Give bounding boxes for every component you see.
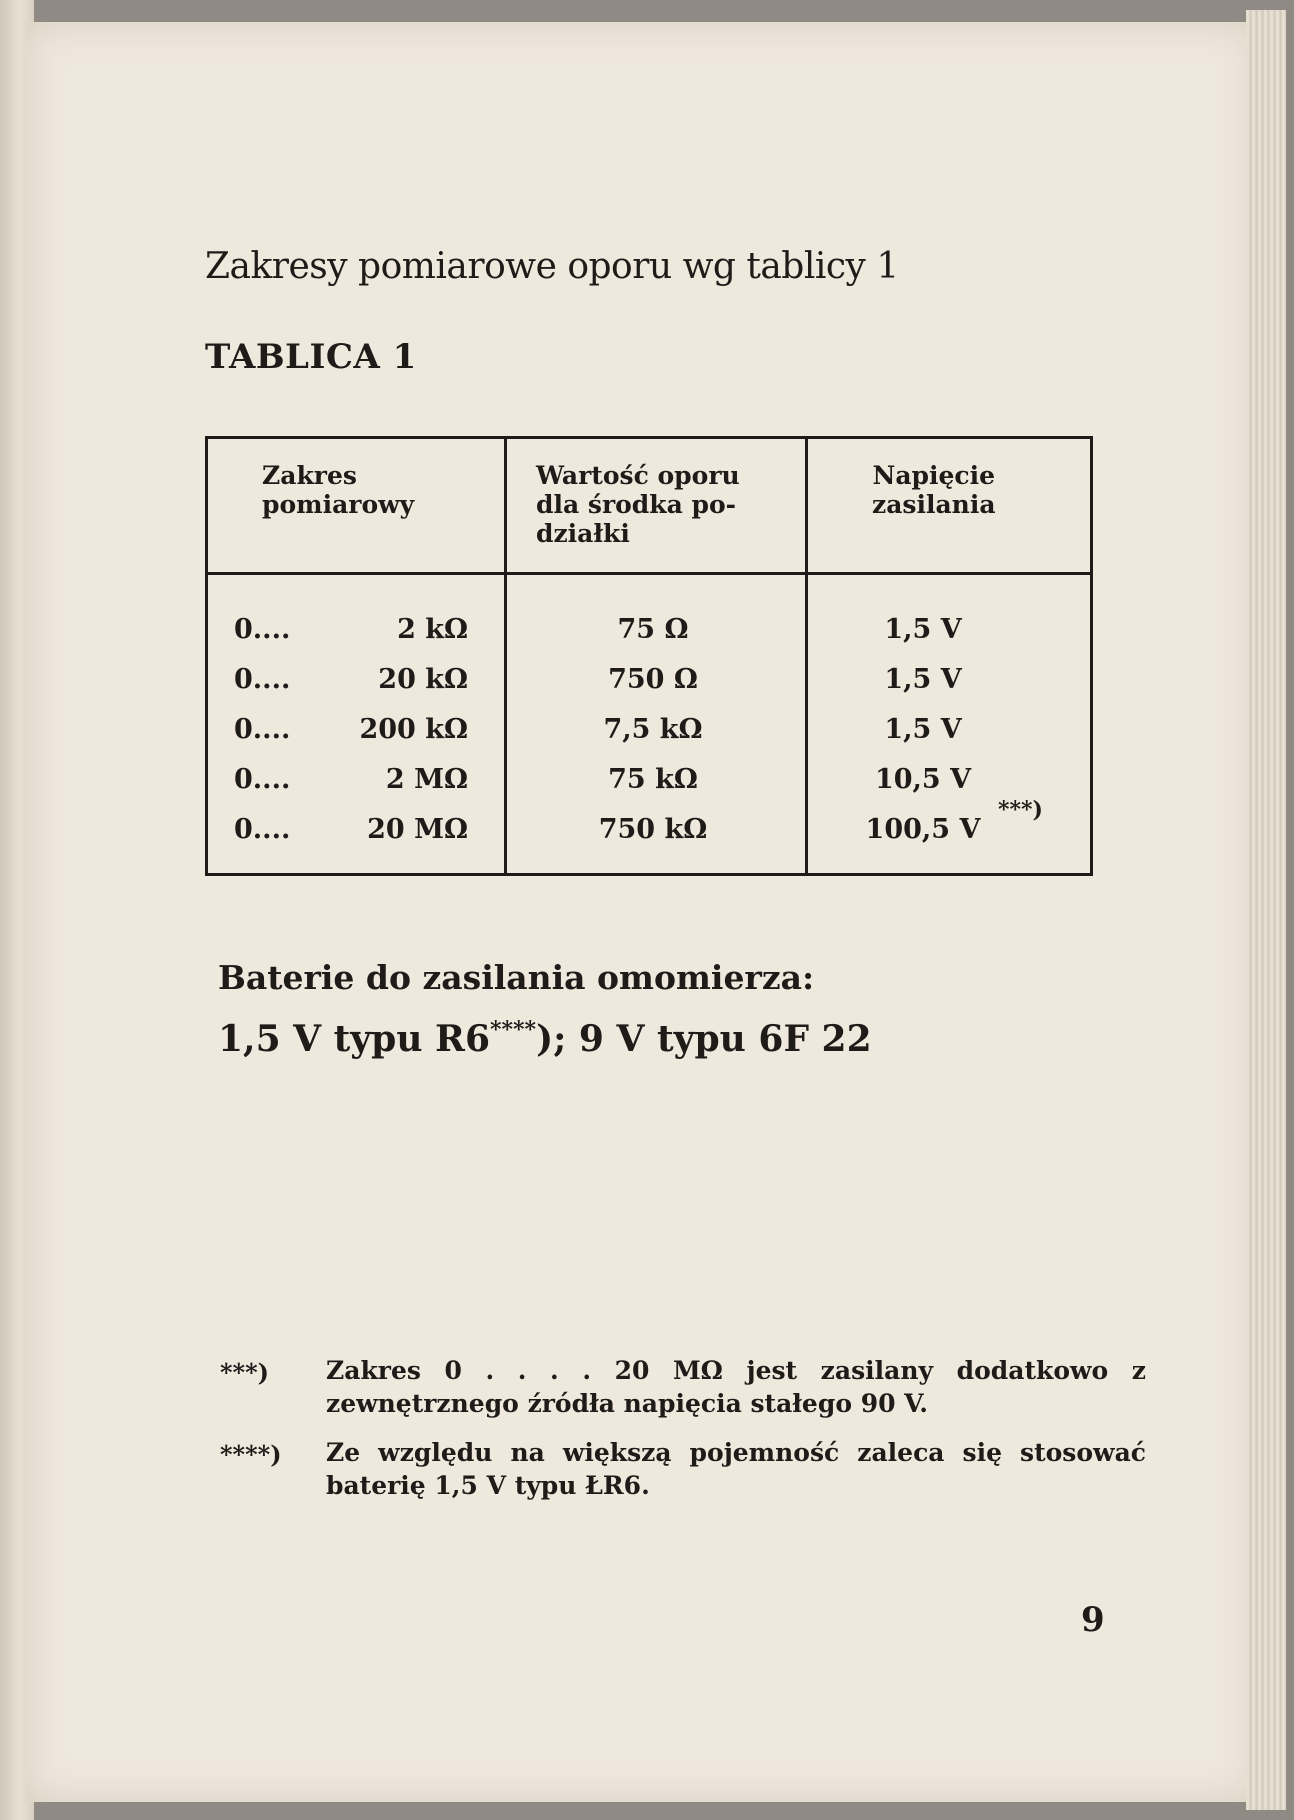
range-table: [205, 436, 1093, 876]
page-number: 9: [1081, 1600, 1105, 1640]
table-cell-resistance: 750 kΩ: [598, 814, 708, 845]
footnote-text: Ze względu na większą pojemność zaleca się stosować baterię 1,5 V typu ŁR6.: [326, 1438, 1146, 1500]
batteries-r6: 1,5 V typu R6: [218, 1018, 491, 1060]
footnote-text: Zakres 0 . . . . 20 MΩ jest zasilany dodatkowo z zewnętrznego źródła napięcia stałego 90 V.: [326, 1356, 1146, 1418]
table-header-divider: [208, 572, 1090, 575]
table-cell-range-start: 0....: [234, 664, 291, 695]
footnote-mark: ***): [220, 1358, 270, 1387]
table-cell-range-end: 20 kΩ: [378, 664, 468, 695]
table-header-resistance: Wartość oporu dla środka po- działki: [536, 461, 740, 548]
table-cell-resistance: 75 Ω: [617, 614, 689, 645]
section-heading: Zakresy pomiarowe oporu wg tablicy 1: [205, 246, 899, 287]
table-cell-range-end: 20 MΩ: [367, 814, 468, 845]
table-column-divider: [504, 439, 507, 873]
table-cell-resistance: 7,5 kΩ: [603, 714, 703, 745]
footnote-mark: ****): [220, 1440, 282, 1469]
table-cell-voltage: 100,5 V: [865, 814, 981, 845]
table-header-range: Zakres pomiarowy: [262, 461, 415, 519]
table-cell-range-start: 0....: [234, 814, 291, 845]
book-page: [26, 22, 1256, 1802]
table-cell-range-end: 200 kΩ: [359, 714, 468, 745]
table-cell-resistance: 750 Ω: [608, 664, 698, 695]
table-cell-range-start: 0....: [234, 764, 291, 795]
table-header-voltage: Napięcie zasilania: [872, 461, 996, 519]
table-column-divider: [805, 439, 808, 873]
table-cell-range-start: 0....: [234, 614, 291, 645]
table-title: TABLICA 1: [205, 337, 417, 377]
batteries-6f22: ); 9 V typu 6F 22: [536, 1018, 872, 1060]
table-cell-resistance: 75 kΩ: [608, 764, 698, 795]
table-cell-range-end: 2 MΩ: [385, 764, 468, 795]
table-cell-voltage: 10,5 V: [874, 764, 972, 795]
page-stack-edges: [1246, 10, 1286, 1810]
batteries-title: Baterie do zasilania omomierza:: [218, 958, 815, 997]
table-cell-range-start: 0....: [234, 714, 291, 745]
table-cell-voltage: 1,5 V: [884, 664, 962, 695]
table-cell-range-end: 2 kΩ: [397, 614, 468, 645]
batteries-line: [218, 1017, 872, 1060]
footnote-reference-mark: ****: [490, 1017, 537, 1043]
table-cell-voltage: 1,5 V: [884, 614, 962, 645]
table-cell-voltage: 1,5 V: [884, 714, 962, 745]
footnote-reference-mark: ***): [998, 797, 1043, 823]
